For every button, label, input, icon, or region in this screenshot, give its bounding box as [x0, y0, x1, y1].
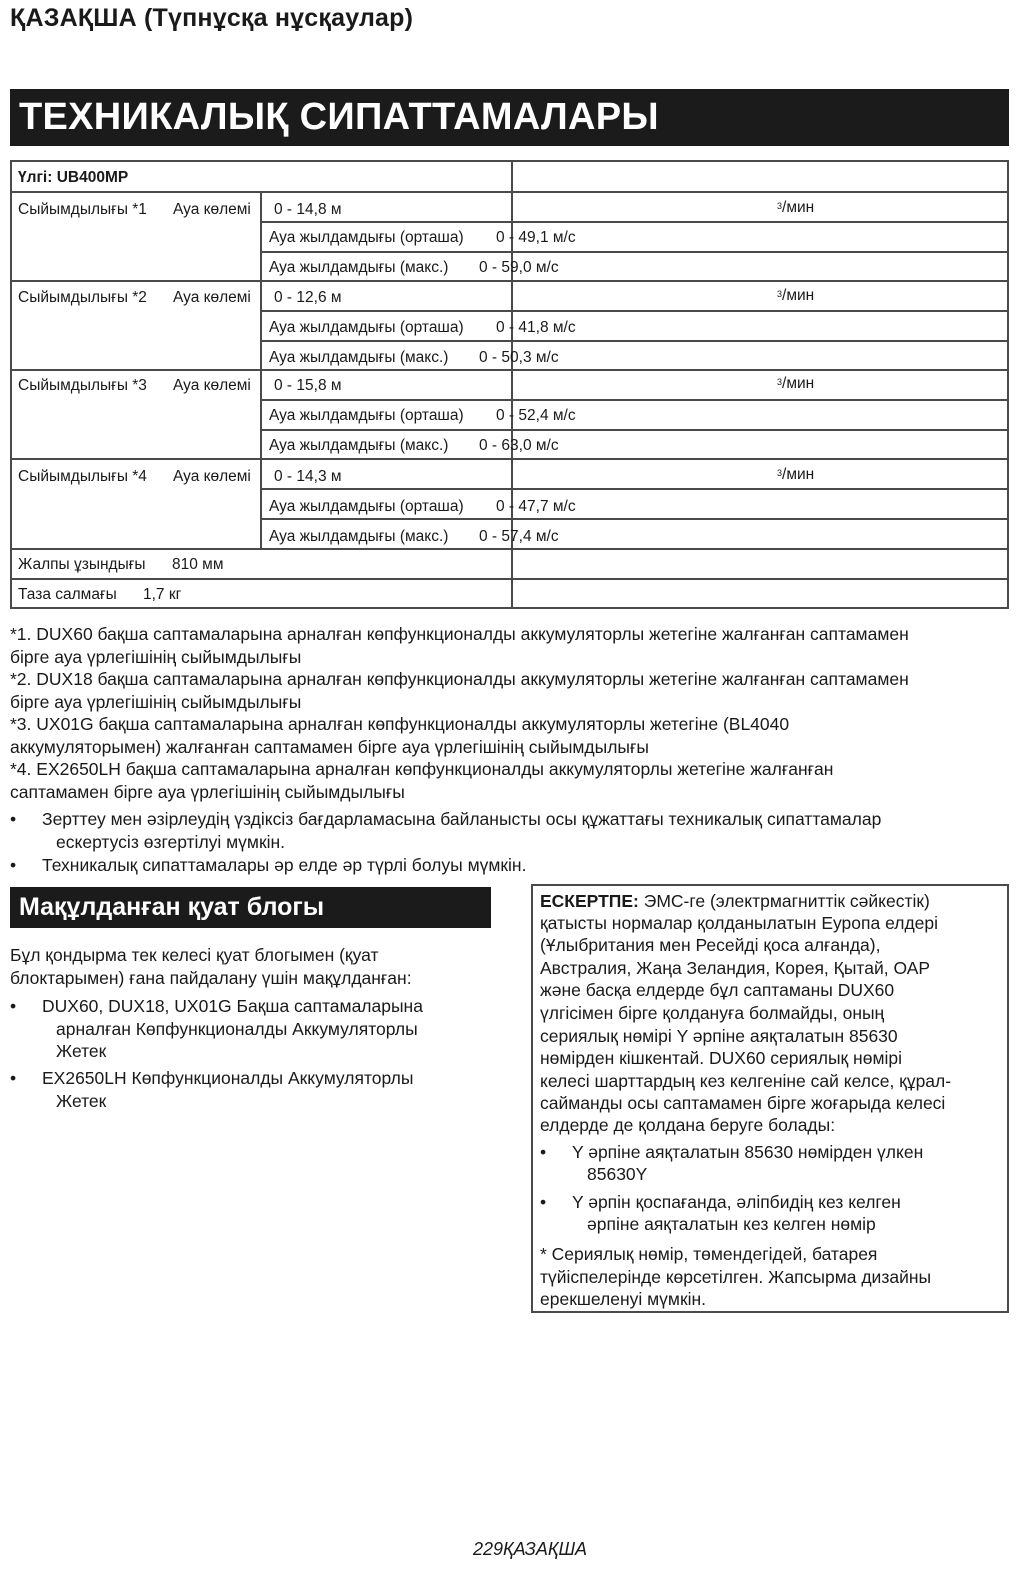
capacity-label: Сыйымдылығы *4	[18, 468, 147, 485]
air-volume-unit: $^3$/мин	[777, 287, 815, 304]
specifications-banner: ТЕХНИКАЛЫҚ СИПАТТАМАЛАРЫ	[10, 89, 1009, 146]
overall-length-label: Жалпы ұзындығы	[18, 556, 146, 573]
footnote: *1. DUX60 бақша саптамаларына арналған көпфункционалды аккумуляторлы жетегіне жалғанған саптамамен бірге ауа үрлегішінің сыйымдылығы	[10, 624, 909, 667]
table-rule	[12, 191, 1007, 193]
list-item-text: Y әрпін қоспағанда, әліпбидің кез келген	[572, 1192, 901, 1212]
list-item: • EX2650LH Көпфункционалды Аккумуляторлы Жетек	[10, 1068, 414, 1111]
note-line: нөмірден кішкентай. DUX60 сериялық нөмірі	[540, 1048, 902, 1068]
list-item: •	[540, 1192, 547, 1212]
table-rule	[260, 458, 262, 548]
capacity-label: Сыйымдылығы *2	[18, 289, 147, 306]
power-intro: Бұл қондырма тек келесі қуат блогымен (қуат блоктарымен) ғана пайдалану үшін мақұлданған:	[10, 945, 412, 988]
air-speed-max-value: 0 - 63,0 м/с	[479, 437, 559, 454]
note-footnote: ерекшеленуі мүмкін.	[540, 1289, 707, 1309]
table-rule	[12, 548, 1007, 550]
table-rule	[12, 458, 1007, 460]
list-item: • Зерттеу мен әзірлеудің үздіксіз бағдарламасына байланысты осы құжаттағы техникалық сипаттамалар ескертусіз өзгертілуі мүмкін.	[10, 809, 882, 852]
air-speed-max-label: Ауа жылдамдығы (макс.)	[269, 259, 449, 276]
list-item: •	[540, 1142, 547, 1162]
table-rule	[12, 369, 1007, 371]
list-item-text: әрпіне аяқталатын кез келген нөмір	[587, 1214, 876, 1234]
air-speed-max-value: 0 - 59,0 м/с	[479, 259, 559, 276]
page-footer: 229ҚАЗАҚША	[472, 1539, 588, 1559]
list-item: • DUX60, DUX18, UX01G Бақша саптамаларына арналған Көпфункционалды Аккумуляторлы Жетек	[10, 996, 423, 1061]
air-speed-max-label: Ауа жылдамдығы (макс.)	[269, 528, 449, 545]
air-volume-unit: $^3$/мин	[777, 466, 815, 483]
note-box	[531, 884, 1009, 1313]
note-line: сайманды осы саптамамен бірге жоғарыда келесі	[540, 1093, 946, 1113]
air-volume-value: 0 - 15,8 м	[274, 377, 342, 394]
footnote: *4. EX2650LH бақша саптамаларына арналған көпфункционалды аккумуляторлы жетегіне жалғанған саптамамен бірге ауа үрлегішінің сыйымдылығы	[10, 759, 834, 802]
table-rule	[260, 221, 1007, 223]
list-item: • Техникалық сипаттамалары әр елде әр түрлі болуы мүмкін.	[10, 855, 527, 875]
capacity-label: Сыйымдылығы *3	[18, 377, 147, 394]
net-weight-label: Таза салмағы	[18, 586, 117, 603]
language-header: ҚАЗАҚША (Түпнұсқа нұсқаулар)	[10, 4, 414, 32]
note-line: қатысты нормалар қолданылатын Еуропа елдері	[540, 913, 939, 933]
note-line: және басқа елдерде бұл саптаманы DUX60	[540, 980, 895, 1000]
note-line: үлгісімен бірге қолдануға болмайды, оның	[540, 1003, 885, 1023]
table-rule	[260, 310, 1007, 312]
air-speed-max-label: Ауа жылдамдығы (макс.)	[269, 349, 449, 366]
table-rule	[260, 251, 1007, 253]
air-speed-avg-label: Ауа жылдамдығы (орташа)	[269, 229, 464, 246]
air-speed-avg-label: Ауа жылдамдығы (орташа)	[269, 319, 464, 336]
air-speed-avg-value: 0 - 52,4 м/с	[496, 407, 576, 424]
specifications-table	[10, 160, 1009, 609]
table-rule	[260, 191, 262, 280]
overall-length-value: 810 мм	[172, 556, 224, 573]
table-rule	[260, 399, 1007, 401]
note-footnote: * Сериялық нөмір, төмендегідей, батарея	[540, 1244, 878, 1264]
air-volume-value: 0 - 12,6 м	[274, 289, 342, 306]
air-volume-label: Ауа көлемі	[173, 377, 251, 394]
air-volume-value: 0 - 14,3 м	[274, 468, 342, 485]
note-line: сериялық нөмірі Y әрпіне аяқталатын 85630	[540, 1026, 898, 1046]
note-first-line: ЕСКЕРТПЕ: ЭМС-ге (электрмагниттік сәйкестік)	[540, 891, 930, 911]
air-volume-label: Ауа көлемі	[173, 468, 251, 485]
air-speed-avg-label: Ауа жылдамдығы (орташа)	[269, 498, 464, 515]
air-volume-label: Ауа көлемі	[173, 289, 251, 306]
list-item-text: 85630Y	[587, 1164, 648, 1184]
model-label: Үлгі: UB400MP	[18, 169, 129, 186]
note-line: елдерде де қолдана беруге болады:	[540, 1115, 836, 1135]
note-line: (Ұлыбритания мен Ресейді қоса алғанда),	[540, 935, 881, 955]
capacity-label: Сыйымдылығы *1	[18, 201, 147, 218]
table-rule	[260, 518, 1007, 520]
table-rule	[260, 429, 1007, 431]
air-volume-label: Ауа көлемі	[173, 201, 251, 218]
note-footnote: түйіспелерінде көрсетілген. Жапсырма дизайны	[540, 1267, 932, 1287]
note-line: Австралия, Жаңа Зеландия, Корея, Қытай, ОАР	[540, 958, 931, 978]
air-speed-avg-value: 0 - 47,7 м/с	[496, 498, 576, 515]
air-speed-avg-label: Ауа жылдамдығы (орташа)	[269, 407, 464, 424]
net-weight-value: 1,7 кг	[143, 586, 182, 603]
table-rule	[260, 340, 1007, 342]
air-speed-avg-value: 0 - 41,8 м/с	[496, 319, 576, 336]
footnote: *3. UX01G бақша саптамаларына арналған көпфункционалды аккумуляторлы жетегіне (BL4040 аккумуляторымен) жалғанған саптамамен бірге ауа үрлегішінің сыйымдылығы	[10, 714, 790, 757]
table-rule	[12, 280, 1007, 282]
footnote: *2. DUX18 бақша саптамаларына арналған көпфункционалды аккумуляторлы жетегіне жалғанған саптамамен бірге ауа үрлегішінің сыйымдылығы	[10, 669, 909, 712]
air-speed-max-label: Ауа жылдамдығы (макс.)	[269, 437, 449, 454]
table-rule	[12, 578, 1007, 580]
air-volume-unit: $^3$/мин	[777, 199, 815, 216]
table-rule	[260, 369, 262, 458]
table-rule	[260, 488, 1007, 490]
list-item-text: Y әрпіне аяқталатын 85630 нөмірден үлкен	[572, 1142, 924, 1162]
note-line: келесі шарттардың кез келгеніне сай келсе, құрал-	[540, 1071, 952, 1091]
air-volume-value: 0 - 14,8 м	[274, 201, 342, 218]
air-volume-unit: $^3$/мин	[777, 375, 815, 392]
approved-power-unit-banner: Мақұлданған қуат блогы	[10, 887, 491, 928]
air-speed-avg-value: 0 - 49,1 м/с	[496, 229, 576, 246]
air-speed-max-value: 0 - 50,3 м/с	[479, 349, 559, 366]
air-speed-max-value: 0 - 57,4 м/с	[479, 528, 559, 545]
table-rule	[260, 280, 262, 369]
